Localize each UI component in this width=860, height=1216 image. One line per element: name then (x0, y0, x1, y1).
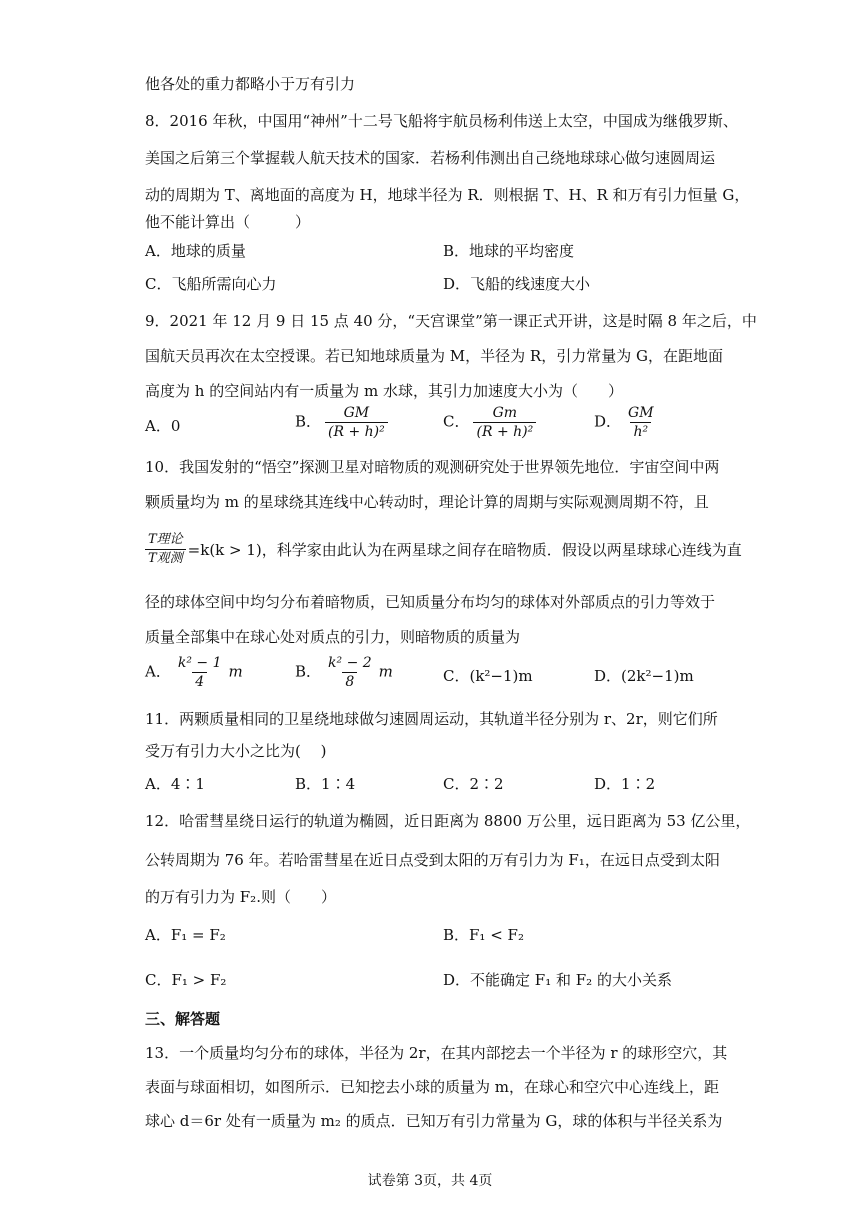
q11-option-c: C．2∶2 (443, 775, 504, 793)
q8-option-c: C．飞船所需向心力 (145, 275, 277, 293)
question-8-line: 美国之后第三个掌握载人航天技术的国家．若杨利伟测出自己绕地球球心做匀速圆周运 (145, 149, 716, 167)
q12-option-b: B．F₁ < F₂ (443, 926, 524, 944)
question-10-line: 10．我国发射的“悟空”探测卫星对暗物质的观测研究处于世界领先地位．宇宙空间中两 (145, 458, 720, 476)
denominator: 8 (342, 672, 357, 690)
q10-option-c: C．(k²−1)m (443, 667, 533, 685)
q10-option-d: D．(2k²−1)m (594, 667, 694, 685)
question-13-line: 13．一个质量均匀分布的球体，半径为 2r，在其内部挖去一个半径为 r 的球形空穴，其 (145, 1044, 728, 1062)
question-10-line: 质量全部集中在球心处对质点的引力，则暗物质的质量为 (145, 628, 521, 646)
text-line: 他各处的重力都略小于万有引力 (145, 75, 356, 93)
question-11-line: 11．两颗质量相同的卫星绕地球做匀速圆周运动，其轨道半径分别为 r、2r，则它们所 (145, 710, 718, 728)
denominator: T观测 (145, 549, 186, 567)
denominator: 4 (192, 672, 207, 690)
question-11-line: 受万有引力大小之比为( ) (145, 742, 327, 760)
question-9-line: 高度为 h 的空间站内有一质量为 m 水球，其引力加速度大小为（ ） (145, 382, 623, 400)
denominator: (R + h)² (325, 422, 388, 440)
fraction (473, 405, 536, 440)
question-12-line: 公转周期为 76 年。若哈雷彗星在近日点受到太阳的万有引力为 F₁，在远日点受到太阳 (145, 851, 720, 869)
denominator: (R + h)² (473, 422, 536, 440)
numerator: k² − 1 (177, 655, 222, 671)
question-10-line: 径的球体空间中均匀分布着暗物质，已知质量分布均匀的球体对外部质点的引力等效于 (145, 593, 716, 611)
q10-option-b (295, 655, 393, 690)
question-9-line: 国航天员再次在太空授课。若已知地球质量为 M，半径为 R，引力常量为 G，在距地面 (145, 347, 723, 365)
q11-option-a: A．4∶1 (145, 775, 205, 793)
q11-option-b: B．1∶4 (295, 775, 356, 793)
q8-option-d: D．飞船的线速度大小 (443, 275, 591, 293)
q12-option-d: D．不能确定 F₁ 和 F₂ 的大小关系 (443, 971, 672, 989)
question-10-line: 颗质量均为 m 的星球绕其连线中心转动时，理论计算的周期与实际观测周期不符，且 (145, 493, 709, 511)
q12-option-a: A．F₁ = F₂ (145, 926, 226, 944)
fraction (325, 405, 388, 440)
fraction (625, 405, 657, 440)
question-9-line: 9．2021 年 12 月 9 日 15 点 40 分，“天宫课堂”第一课正式开讲，这是时隔 8 年之后，中 (145, 312, 757, 330)
q9-option-d (594, 405, 661, 440)
numerator: GM (343, 405, 370, 421)
q11-option-d: D．1∶2 (594, 775, 656, 793)
q10-option-a (145, 655, 243, 690)
mass-symbol: m (378, 662, 393, 681)
page-footer: 试卷第 3页，共 4页 (367, 1173, 493, 1189)
option-label: B． (295, 662, 322, 681)
q8-option-b: B．地球的平均密度 (443, 242, 575, 260)
numerator: k² − 2 (328, 655, 372, 671)
question-13-line: 表面与球面相切，如图所示．已知挖去小球的质量为 m，在球心和空穴中心连线上，距 (145, 1078, 719, 1096)
question-13-line: 球心 d＝6r 处有一质量为 m₂ 的质点．已知万有引力常量为 G，球的体积与半径关系为 (145, 1112, 723, 1130)
question-8-line: 动的周期为 T、离地面的高度为 H，地球半径为 R．则根据 T、H、R 和万有引力恒量 G， (145, 186, 750, 204)
numerator: GM (628, 405, 654, 421)
option-label: A． (145, 662, 171, 681)
option-label: D． (594, 412, 622, 431)
fraction (325, 655, 375, 690)
question-12-line: 12．哈雷彗星绕日运行的轨道为椭圆，近日距离为 8800 万公里，远日距离为 53 亿公里， (145, 812, 751, 830)
denominator: h² (630, 422, 651, 440)
fraction (175, 655, 225, 690)
q10-ratio-line (145, 532, 742, 567)
question-12-line: 的万有引力为 F₂.则（ ） (145, 888, 336, 906)
numerator: T理论 (148, 532, 183, 547)
q12-option-c: C．F₁ > F₂ (145, 971, 227, 989)
section-heading: 三、解答题 (145, 1010, 221, 1028)
q9-option-c (443, 405, 540, 440)
question-8-line: 他不能计算出（ ） (145, 213, 311, 231)
option-label: B． (295, 412, 322, 431)
period-ratio (145, 532, 186, 567)
q9-option-a: A．0 (145, 417, 181, 435)
q8-option-a: A．地球的质量 (145, 242, 246, 260)
numerator: Gm (492, 405, 518, 421)
mass-symbol: m (228, 662, 243, 681)
question-8-line: 8．2016 年秋，中国用“神州”十二号飞船将宇航员杨利伟送上太空，中国成为继俄罗斯、 (145, 112, 738, 130)
q9-option-b (295, 405, 392, 440)
option-label: C． (443, 412, 470, 431)
ratio-text: =k(k > 1)，科学家由此认为在两星球之间存在暗物质．假设以两星球球心连线为直 (187, 541, 742, 559)
